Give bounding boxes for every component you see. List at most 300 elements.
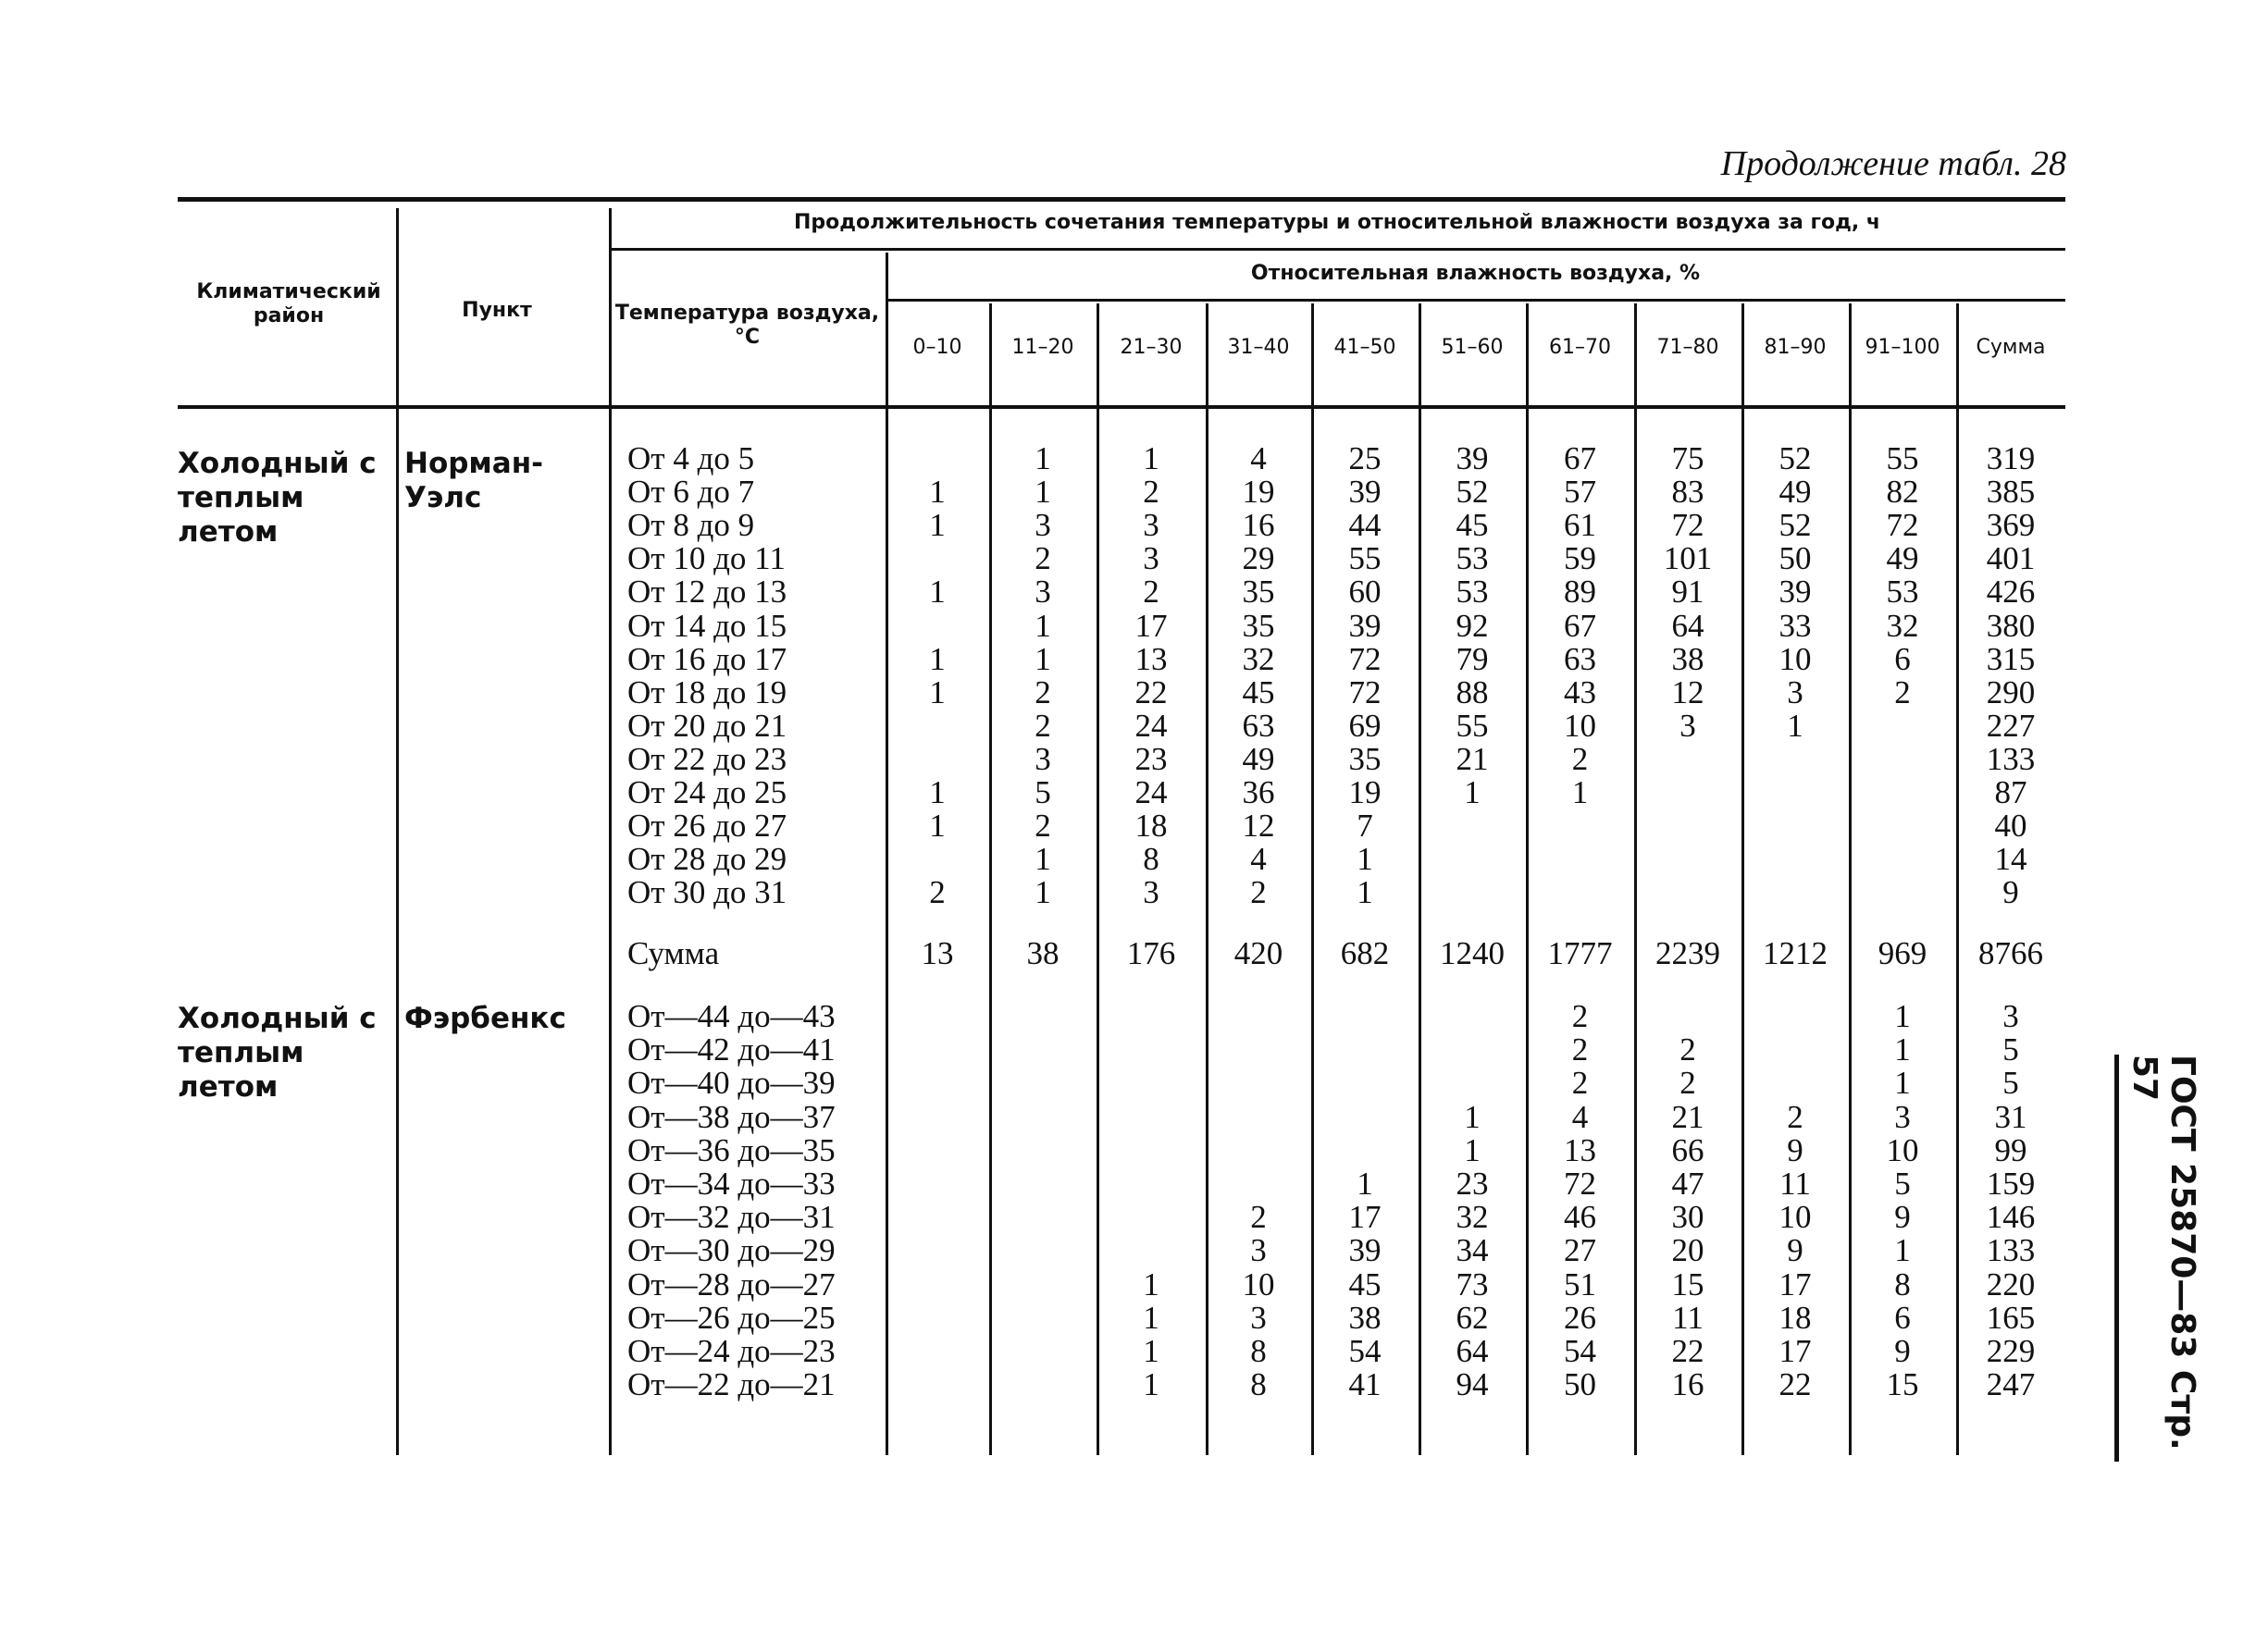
humidity-range-header: 31–40: [1227, 336, 1290, 359]
value-cell: 91: [1671, 574, 1704, 611]
value-cell: 39: [1348, 607, 1382, 644]
value-cell: 8: [1250, 1366, 1267, 1403]
value-cell: 2: [1250, 1199, 1267, 1236]
value-cell: 1: [1035, 607, 1051, 644]
value-cell: 1: [929, 774, 946, 810]
value-cell: 66: [1671, 1131, 1704, 1168]
value-cell: 8: [1894, 1265, 1911, 1302]
humidity-range-header: Сумма: [1976, 336, 2046, 359]
value-cell: 32: [1456, 1199, 1489, 1236]
humidity-range-header: 21–30: [1120, 336, 1183, 359]
value-cell: 1: [1035, 874, 1051, 911]
value-cell: 14: [1994, 841, 2027, 878]
side-bar: [2114, 1055, 2119, 1462]
table-row: [178, 1167, 2065, 1201]
value-cell: 2: [1035, 673, 1051, 710]
value-cell: 315: [1986, 640, 2036, 677]
temperature-range: От—32 до—31: [627, 1199, 836, 1236]
value-cell: 38: [1026, 935, 1060, 971]
temperature-range: От 8 до 9: [627, 507, 755, 544]
temperature-range: От 16 до 17: [627, 640, 787, 677]
value-cell: 79: [1456, 640, 1489, 677]
value-cell: 2: [1571, 1065, 1589, 1102]
value-cell: 17: [1348, 1199, 1382, 1236]
region-label-2: Холодный с теплым летом: [178, 1002, 377, 1105]
table-row: [178, 475, 2065, 509]
value-cell: 33: [1778, 607, 1812, 644]
value-cell: 55: [1348, 540, 1382, 577]
value-cell: 2: [1143, 474, 1159, 511]
value-cell: 1: [1464, 1098, 1481, 1135]
value-cell: 35: [1348, 740, 1382, 777]
value-cell: 3: [1035, 574, 1051, 611]
value-cell: 1: [1894, 1232, 1911, 1269]
value-cell: 47: [1671, 1166, 1704, 1202]
value-cell: 2: [1787, 1098, 1803, 1135]
value-cell: 52: [1456, 474, 1489, 511]
value-cell: 17: [1778, 1265, 1812, 1302]
value-cell: 46: [1564, 1199, 1596, 1236]
value-cell: 4: [1250, 841, 1267, 878]
value-cell: 51: [1564, 1265, 1596, 1302]
temperature-range: От 20 до 21: [627, 707, 787, 744]
temperature-range: От 30 до 31: [627, 874, 787, 911]
value-cell: 11: [1672, 1299, 1704, 1336]
value-cell: 2: [1035, 707, 1051, 744]
total-label: Сумма: [627, 935, 720, 971]
value-cell: 2: [1679, 1065, 1696, 1102]
value-cell: 1: [1357, 1166, 1373, 1202]
value-cell: 16: [1671, 1366, 1704, 1403]
header-rule-2: [886, 299, 2065, 302]
temperature-range: От 26 до 27: [627, 808, 787, 845]
value-cell: 8766: [1978, 935, 2043, 971]
value-cell: 49: [1242, 740, 1275, 777]
table-row: [178, 1299, 2065, 1336]
value-cell: 101: [1663, 540, 1713, 577]
value-cell: 50: [1564, 1366, 1596, 1403]
value-cell: 35: [1242, 607, 1275, 644]
value-cell: 32: [1886, 607, 1919, 644]
value-cell: 62: [1456, 1299, 1489, 1336]
value-cell: 1: [1143, 440, 1159, 476]
value-cell: 55: [1456, 707, 1489, 744]
value-cell: 10: [1886, 1131, 1919, 1168]
value-cell: 57: [1564, 474, 1596, 511]
value-cell: 10: [1778, 1199, 1812, 1236]
region-label-1: Холодный с теплым летом: [178, 447, 377, 549]
value-cell: 72: [1348, 640, 1382, 677]
header-rule-1: [609, 248, 2065, 251]
value-cell: 159: [1986, 1166, 2036, 1202]
value-cell: 69: [1348, 707, 1382, 744]
value-cell: 27: [1564, 1232, 1596, 1269]
value-cell: 3: [1143, 507, 1159, 544]
value-cell: 39: [1456, 440, 1489, 476]
value-cell: 39: [1778, 574, 1812, 611]
value-cell: 17: [1134, 607, 1168, 644]
table-row: [178, 1000, 2065, 1033]
table-row: [178, 640, 2065, 677]
value-cell: 10: [1242, 1265, 1275, 1302]
table-row: [178, 1098, 2065, 1135]
value-cell: 87: [1994, 774, 2027, 810]
humidity-header: Относительная влажность воздуха, %: [1250, 262, 1701, 285]
value-cell: 1: [1894, 1065, 1911, 1102]
table-row: [178, 607, 2065, 644]
value-cell: 133: [1986, 1232, 2036, 1269]
value-cell: 12: [1671, 673, 1704, 710]
value-cell: 2: [1571, 740, 1589, 777]
value-cell: 92: [1456, 607, 1489, 644]
value-cell: 36: [1242, 774, 1275, 810]
value-cell: 1: [1035, 841, 1051, 878]
value-cell: 31: [1994, 1098, 2027, 1135]
value-cell: 45: [1348, 1265, 1382, 1302]
value-cell: 1: [1571, 774, 1589, 810]
value-cell: 22: [1671, 1333, 1704, 1369]
value-cell: 20: [1671, 1232, 1704, 1269]
value-cell: 54: [1348, 1333, 1382, 1369]
temperature-range: От—34 до—33: [627, 1166, 836, 1202]
value-cell: 52: [1778, 440, 1812, 476]
table-row: [178, 575, 2065, 609]
temperature-range: От—24 до—23: [627, 1333, 836, 1369]
value-cell: 75: [1671, 440, 1704, 476]
value-cell: 22: [1134, 673, 1168, 710]
humidity-range-header: 81–90: [1764, 336, 1827, 359]
temperature-range: От 4 до 5: [627, 440, 755, 476]
value-cell: 176: [1126, 935, 1176, 971]
value-cell: 1: [1787, 707, 1803, 744]
value-cell: 39: [1348, 1232, 1382, 1269]
value-cell: 82: [1886, 474, 1919, 511]
value-cell: 10: [1564, 707, 1596, 744]
value-cell: 72: [1671, 507, 1704, 544]
value-cell: 1: [1143, 1333, 1159, 1369]
value-cell: 1: [1143, 1299, 1159, 1336]
value-cell: 1212: [1763, 935, 1828, 971]
temperature-range: От 12 до 13: [627, 574, 787, 611]
value-cell: 1: [1143, 1265, 1159, 1302]
temperature-range: От—28 до—27: [627, 1265, 836, 1302]
value-cell: 34: [1456, 1232, 1489, 1269]
value-cell: 59: [1564, 540, 1596, 577]
value-cell: 4: [1250, 440, 1267, 476]
value-cell: 1: [929, 474, 946, 511]
value-cell: 3: [1035, 740, 1051, 777]
value-cell: 369: [1986, 507, 2036, 544]
value-cell: 3: [1787, 673, 1803, 710]
value-cell: 9: [1894, 1333, 1911, 1369]
value-cell: 9: [1787, 1131, 1803, 1168]
value-cell: 1: [1143, 1366, 1159, 1403]
value-cell: 1: [929, 507, 946, 544]
temperature-range: От 28 до 29: [627, 841, 787, 878]
humidity-range-header: 51–60: [1441, 336, 1504, 359]
value-cell: 88: [1456, 673, 1489, 710]
value-cell: 21: [1456, 740, 1489, 777]
value-cell: 220: [1986, 1265, 2036, 1302]
value-cell: 133: [1986, 740, 2036, 777]
humidity-range-header: 0–10: [912, 336, 962, 359]
value-cell: 49: [1886, 540, 1919, 577]
value-cell: 99: [1994, 1131, 2027, 1168]
value-cell: 24: [1134, 707, 1168, 744]
value-cell: 969: [1878, 935, 1927, 971]
value-cell: 3: [2002, 998, 2019, 1034]
temperature-header: Температура воздуха, °С: [614, 302, 880, 350]
region-header: Климатический район: [196, 280, 381, 328]
value-cell: 43: [1564, 673, 1596, 710]
value-cell: 1: [929, 640, 946, 677]
temperature-range: От—26 до—25: [627, 1299, 836, 1336]
value-cell: 319: [1986, 440, 2036, 476]
value-cell: 2: [1894, 673, 1911, 710]
value-cell: 52: [1778, 507, 1812, 544]
value-cell: 21: [1671, 1098, 1704, 1135]
temperature-range: От—42 до—41: [627, 1031, 836, 1068]
value-cell: 1: [1464, 1131, 1481, 1168]
value-cell: 16: [1242, 507, 1275, 544]
temperature-range: От 18 до 19: [627, 673, 787, 710]
value-cell: 45: [1456, 507, 1489, 544]
table-row: [178, 707, 2065, 744]
value-cell: 5: [2002, 1065, 2019, 1102]
value-cell: 29: [1242, 540, 1275, 577]
value-cell: 38: [1348, 1299, 1382, 1336]
value-cell: 94: [1456, 1366, 1489, 1403]
value-cell: 60: [1348, 574, 1382, 611]
value-cell: 3: [1143, 540, 1159, 577]
humidity-range-header: 71–80: [1656, 336, 1719, 359]
value-cell: 45: [1242, 673, 1275, 710]
value-cell: 401: [1986, 540, 2036, 577]
temperature-range: От 6 до 7: [627, 474, 755, 511]
value-cell: 3: [1143, 874, 1159, 911]
value-cell: 290: [1986, 673, 2036, 710]
temperature-range: От 22 до 23: [627, 740, 787, 777]
value-cell: 19: [1348, 774, 1382, 810]
table-row: [178, 542, 2065, 575]
value-cell: 63: [1242, 707, 1275, 744]
value-cell: 26: [1564, 1299, 1596, 1336]
value-cell: 40: [1994, 808, 2027, 845]
table-row: [178, 1201, 2065, 1234]
table-row: [178, 876, 2065, 909]
value-cell: 227: [1986, 707, 2036, 744]
value-cell: 1: [1894, 1031, 1911, 1068]
value-cell: 8: [1250, 1333, 1267, 1369]
value-cell: 35: [1242, 574, 1275, 611]
value-cell: 146: [1986, 1199, 2036, 1236]
value-cell: 2: [1571, 1031, 1589, 1068]
value-cell: 10: [1778, 640, 1812, 677]
value-cell: 22: [1778, 1366, 1812, 1403]
value-cell: 2: [1679, 1031, 1696, 1068]
value-cell: 12: [1242, 808, 1275, 845]
humidity-range-header: 11–20: [1011, 336, 1074, 359]
temperature-range: От—36 до—35: [627, 1131, 836, 1168]
value-cell: 55: [1886, 440, 1919, 476]
value-cell: 3: [1894, 1098, 1911, 1135]
value-cell: 30: [1671, 1199, 1704, 1236]
value-cell: 1: [1035, 640, 1051, 677]
value-cell: 7: [1357, 808, 1373, 845]
value-cell: 53: [1456, 540, 1489, 577]
temperature-range: От—30 до—29: [627, 1232, 836, 1269]
value-cell: 2: [1250, 874, 1267, 911]
table-row: [178, 1234, 2065, 1267]
value-cell: 3: [1679, 707, 1696, 744]
value-cell: 17: [1778, 1333, 1812, 1369]
total-row: [178, 937, 2065, 970]
value-cell: 64: [1456, 1333, 1489, 1369]
value-cell: 5: [2002, 1031, 2019, 1068]
table-row: [178, 1131, 2065, 1168]
value-cell: 1: [1894, 998, 1911, 1034]
value-cell: 1: [1035, 474, 1051, 511]
humidity-range-header: 41–50: [1333, 336, 1396, 359]
place-header: Пункт: [462, 299, 532, 322]
temperature-range: От 10 до 11: [627, 540, 786, 577]
value-cell: 4: [1571, 1098, 1589, 1135]
table-row: [178, 673, 2065, 710]
value-cell: 6: [1894, 640, 1911, 677]
place-label-2: Фэрбенкс: [404, 1002, 566, 1035]
table-row: [178, 1335, 2065, 1368]
value-cell: 25: [1348, 440, 1382, 476]
value-cell: 44: [1348, 507, 1382, 544]
place-label-1: Норман-Уэлс: [404, 447, 543, 515]
value-cell: 247: [1986, 1366, 2036, 1403]
value-cell: 24: [1134, 774, 1168, 810]
value-cell: 32: [1242, 640, 1275, 677]
value-cell: 54: [1564, 1333, 1596, 1369]
value-cell: 420: [1233, 935, 1283, 971]
value-cell: 385: [1986, 474, 2036, 511]
temperature-range: От—38 до—37: [627, 1098, 836, 1135]
value-cell: 39: [1348, 474, 1382, 511]
data-table: [178, 197, 2065, 1455]
value-cell: 1: [1357, 841, 1373, 878]
temperature-range: От—44 до—43: [627, 998, 836, 1034]
value-cell: 2: [1035, 540, 1051, 577]
value-cell: 1: [1464, 774, 1481, 810]
table-caption: Продолжение табл. 28: [1720, 144, 2066, 183]
value-cell: 1: [1035, 440, 1051, 476]
value-cell: 23: [1134, 740, 1168, 777]
value-cell: 1: [1357, 874, 1373, 911]
value-cell: 19: [1242, 474, 1275, 511]
value-cell: 6: [1894, 1299, 1911, 1336]
humidity-range-header: 61–70: [1549, 336, 1611, 359]
value-cell: 9: [1894, 1199, 1911, 1236]
value-cell: 72: [1348, 673, 1382, 710]
value-cell: 229: [1986, 1333, 2036, 1369]
value-cell: 72: [1886, 507, 1919, 544]
value-cell: 9: [1787, 1232, 1803, 1269]
table-row: [178, 1067, 2065, 1100]
top-rule: [178, 197, 2065, 202]
value-cell: 165: [1986, 1299, 2036, 1336]
value-cell: 8: [1143, 841, 1159, 878]
value-cell: 1: [929, 574, 946, 611]
value-cell: 38: [1671, 640, 1704, 677]
table-row: [178, 1368, 2065, 1401]
table-row: [178, 740, 2065, 777]
value-cell: 2: [1035, 808, 1051, 845]
value-cell: 67: [1564, 607, 1596, 644]
humidity-range-header: 91–100: [1865, 336, 1940, 359]
value-cell: 2: [1571, 998, 1589, 1034]
value-cell: 83: [1671, 474, 1704, 511]
value-cell: 13: [921, 935, 954, 971]
value-cell: 15: [1886, 1366, 1919, 1403]
value-cell: 1: [929, 808, 946, 845]
value-cell: 89: [1564, 574, 1596, 611]
table-row: [178, 809, 2065, 843]
value-cell: 13: [1134, 640, 1168, 677]
value-cell: 1777: [1547, 935, 1613, 971]
value-cell: 3: [1250, 1299, 1267, 1336]
value-cell: 63: [1564, 640, 1596, 677]
table-row: [178, 442, 2065, 475]
value-cell: 1: [929, 673, 946, 710]
value-cell: 11: [1779, 1166, 1811, 1202]
value-cell: 13: [1564, 1131, 1596, 1168]
value-cell: 5: [1035, 774, 1051, 810]
temperature-range: От—40 до—39: [627, 1065, 836, 1102]
value-cell: 380: [1986, 607, 2036, 644]
temperature-range: От 14 до 15: [627, 607, 787, 644]
value-cell: 18: [1778, 1299, 1812, 1336]
side-stamp: [2114, 1055, 2201, 1462]
side-text: ГОСТ 25870—83 Стр. 57: [2125, 1055, 2201, 1451]
temperature-range: От 24 до 25: [627, 774, 787, 810]
value-cell: 41: [1348, 1366, 1382, 1403]
value-cell: 50: [1778, 540, 1812, 577]
page-side-label: [2195, 1235, 2250, 1642]
header-bottom-rule: [178, 405, 2065, 409]
value-cell: 426: [1986, 574, 2036, 611]
main-header: Продолжительность сочетания температуры и относительной влажности воздуха за год, ч: [793, 211, 1881, 234]
value-cell: 67: [1564, 440, 1596, 476]
value-cell: 2: [1143, 574, 1159, 611]
value-cell: 18: [1134, 808, 1168, 845]
table-row: [178, 776, 2065, 809]
value-cell: 72: [1564, 1166, 1596, 1202]
table-row: [178, 1265, 2065, 1302]
value-cell: 53: [1456, 574, 1489, 611]
value-cell: 15: [1671, 1265, 1704, 1302]
value-cell: 1240: [1440, 935, 1505, 971]
temperature-range: От—22 до—21: [627, 1366, 836, 1403]
value-cell: 682: [1340, 935, 1390, 971]
value-cell: 5: [1894, 1166, 1911, 1202]
value-cell: 2: [929, 874, 946, 911]
value-cell: 53: [1886, 574, 1919, 611]
value-cell: 3: [1035, 507, 1051, 544]
value-cell: 23: [1456, 1166, 1489, 1202]
value-cell: 73: [1456, 1265, 1489, 1302]
value-cell: 2239: [1655, 935, 1720, 971]
table-row: [178, 1033, 2065, 1067]
value-cell: 61: [1564, 507, 1596, 544]
table-row: [178, 843, 2065, 876]
value-cell: 9: [2002, 874, 2019, 911]
value-cell: 49: [1778, 474, 1812, 511]
